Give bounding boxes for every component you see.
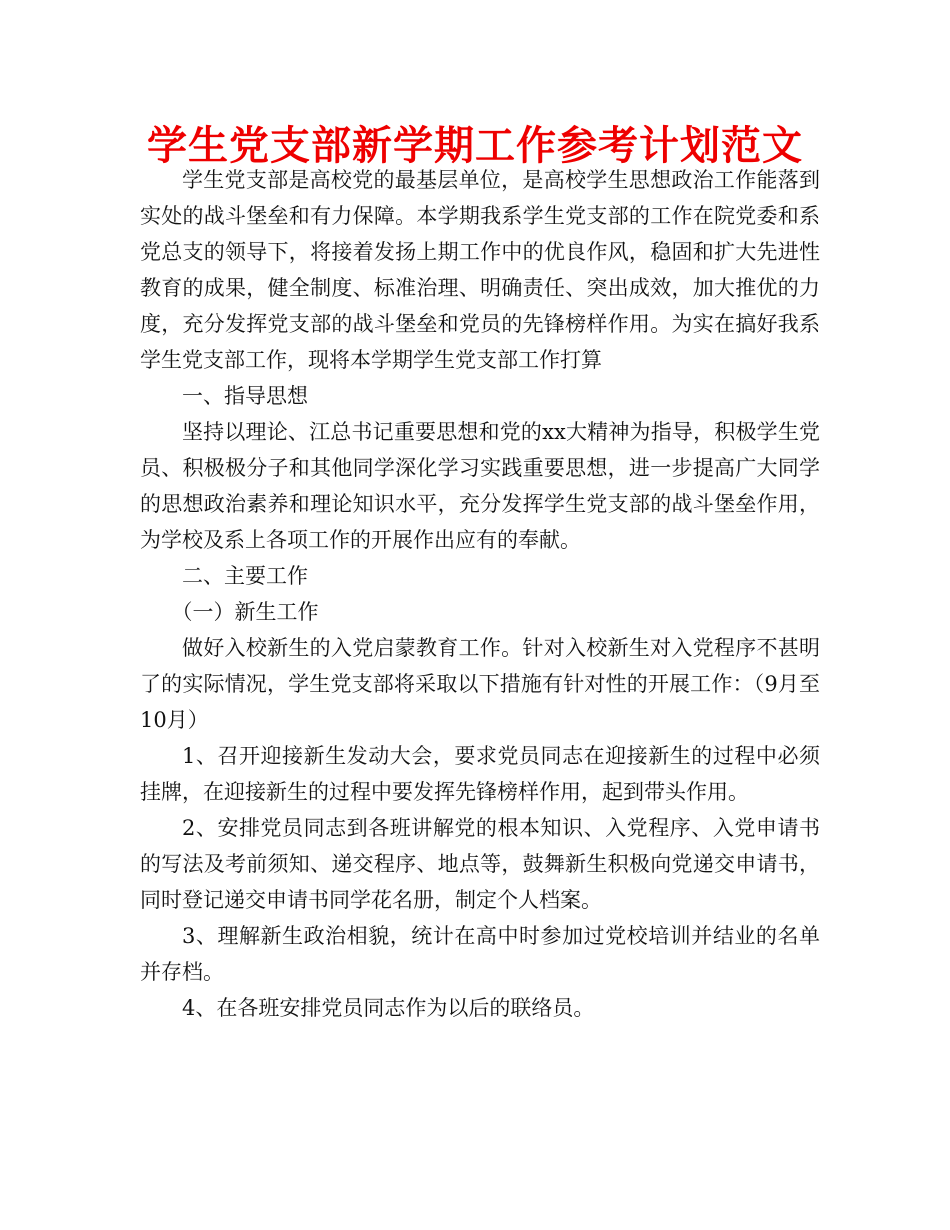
- document-title: 学生党支部新学期工作参考计划范文: [147, 123, 803, 169]
- guiding-ideology-paragraph: 坚持以理论、江总书记重要思想和党的xx大精神为指导，积极学生党员、积极极分子和其他同学深化学习实践重要思想，进一步提高广大同学的思想政治素养和理论知识水平，充分发挥学生党支部的战斗堡垒作用，为学校及系上各项工作的开展作出应有的奉献。: [140, 420, 820, 552]
- freshman-work-intro-paragraph: 做好入校新生的入党启蒙教育工作。针对入校新生对入党程序不甚明了的实际情况，学生党支部将采取以下措施有针对性的开展工作：（9月至10月）: [140, 636, 820, 732]
- intro-paragraph: 学生党支部是高校党的最基层单位，是高校学生思想政治工作能落到实处的战斗堡垒和有力保障。本学期我系学生党支部的工作在院党委和系党总支的领导下，将接着发扬上期工作中的优良作风，稳固和扩大先进性教育的成果，健全制度、标准治理、明确责任、突出成效，加大推优的力度，充分发挥党支部的战斗堡垒和党员的先锋榜样作用。为实在搞好我系学生党支部工作，现将本学期学生党支部工作打算: [140, 168, 820, 372]
- document-body: [140, 162, 820, 1026]
- subsection-heading-freshman-work: （一）新生工作: [171, 600, 319, 624]
- list-item: 2、安排党员同志到各班讲解党的根本知识、入党程序、入党申请书的写法及考前须知、递交程序、地点等，鼓舞新生积极向党递交申请书，同时登记递交申请书同学花名册，制定个人档案。: [140, 816, 820, 912]
- list-item: 4、在各班安排党员同志作为以后的联络员。: [182, 996, 595, 1020]
- section-heading-guiding-ideology: 一、指导思想: [182, 384, 308, 408]
- list-item: 1、召开迎接新生发动大会，要求党员同志在迎接新生的过程中必须挂牌，在迎接新生的过程中要发挥先锋榜样作用，起到带头作用。: [140, 744, 820, 804]
- list-item: 3、理解新生政治相貌，统计在高中时参加过党校培训并结业的名单并存档。: [140, 924, 820, 984]
- section-heading-main-work: 二、主要工作: [182, 564, 308, 588]
